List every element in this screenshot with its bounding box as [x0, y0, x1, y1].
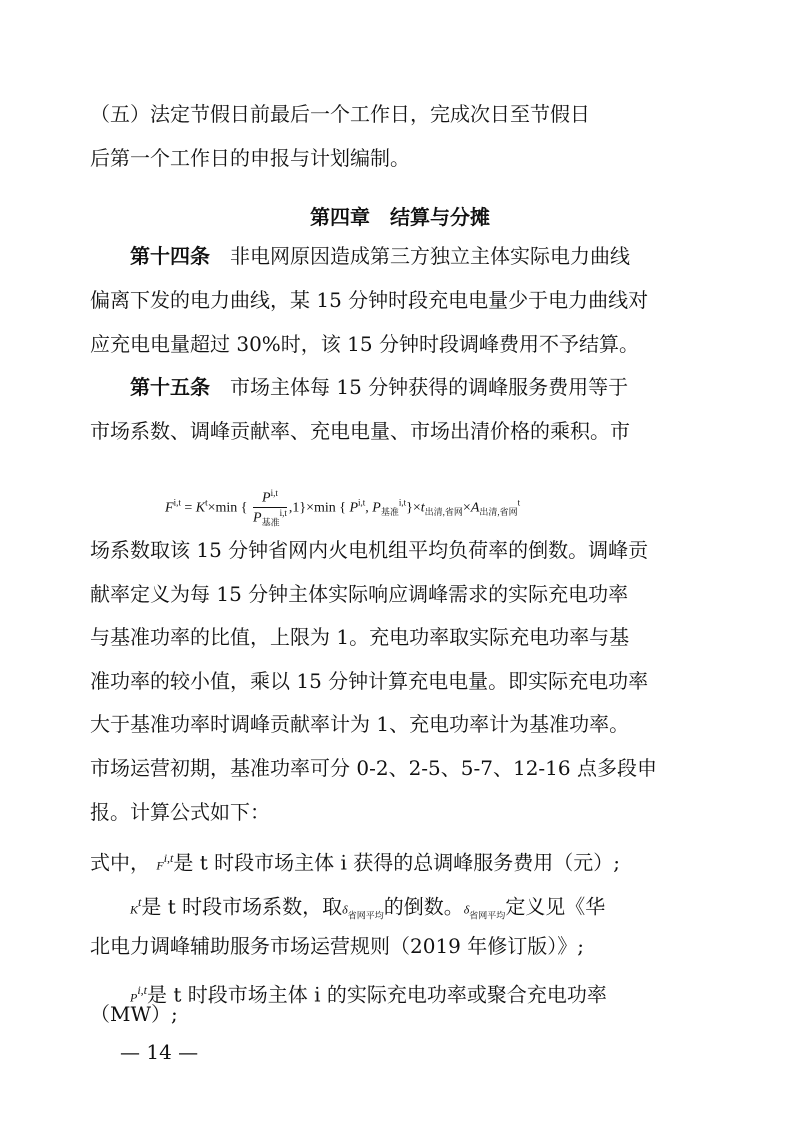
definition-P-line	[130, 978, 607, 1010]
article-14-line1	[130, 244, 630, 268]
definition-K-line	[130, 890, 605, 929]
formula-den-sub: 基准	[261, 517, 280, 528]
definition-F-symbol: F	[156, 858, 164, 873]
definition-delta-symbol-2: δ	[463, 902, 470, 917]
para-clause-5-line1: （五）法定节假日前最后一个工作日，完成次日至节假日	[90, 102, 590, 126]
article-15-label: 第十五条	[130, 375, 210, 399]
definition-F-text: 是 t 时段市场主体 i 获得的总调峰服务费用（元）;	[173, 850, 620, 875]
definition-prefix: 式中，	[90, 850, 150, 875]
formula-min1: ×min {	[207, 500, 248, 516]
formula-F: F	[165, 500, 174, 516]
article-15-line1	[130, 375, 628, 399]
article-15-line6: 准功率的较小值，乘以 15 分钟计算充电电量。即实际充电功率	[90, 669, 649, 693]
formula-K: K	[195, 500, 206, 516]
chapter-heading: 第四章 结算与分摊	[310, 205, 490, 229]
formula-K-sup: t	[205, 497, 208, 508]
settlement-formula	[165, 488, 520, 528]
formula-t-sub: 出清,省网	[424, 507, 463, 518]
formula-P3-sup: i,t	[398, 497, 407, 508]
formula-P2-sup: i,t	[358, 497, 366, 508]
formula-close: }×	[406, 500, 421, 516]
article-15-line4: 献率定义为每 15 分钟主体实际响应调峰需求的实际充电功率	[90, 582, 629, 606]
formula-num-P: P	[262, 490, 271, 506]
formula-P2: P	[349, 500, 359, 516]
definition-delta-symbol: δ	[342, 902, 348, 917]
definition-F-line	[90, 846, 620, 878]
article-15-line9: 报。计算公式如下：	[90, 800, 270, 824]
article-14-text: 非电网原因造成第三方独立主体实际电力曲线	[210, 244, 630, 268]
formula-P3: P	[372, 500, 381, 516]
formula-P3-sub: 基准	[380, 507, 399, 518]
definition-delta-sub-2: 省网平均	[469, 911, 506, 922]
article-15-line5: 与基准功率的比值，上限为 1。充电功率取实际充电功率与基	[90, 625, 630, 649]
article-15-line8: 市场运营初期，基准功率可分 0-2、2-5、5-7、12-16 点多段申	[90, 756, 657, 780]
formula-fraction	[253, 488, 287, 528]
article-14-line2: 偏离下发的电力曲线，某 15 分钟时段充电电量少于电力曲线对	[90, 288, 649, 312]
definition-K-sup: t	[138, 895, 142, 909]
article-14-line3: 应充电电量超过 30%时，该 15 分钟时段调峰费用不予结算。	[90, 332, 639, 356]
formula-den-sup: i,t	[279, 507, 287, 518]
formula-eq: =	[184, 500, 193, 516]
formula-comma: ,	[365, 500, 369, 516]
definition-K-text: 是 t 时段市场系数，取	[141, 894, 343, 919]
formula-A-sub: 出清,省网	[479, 507, 518, 518]
formula-num-sup: i,t	[270, 488, 278, 498]
formula-F-sup: i,t	[173, 497, 181, 508]
definition-P-symbol: P	[130, 990, 138, 1005]
formula-den-P: P	[253, 510, 262, 526]
definition-K-symbol: K	[130, 902, 139, 917]
formula-A-sup: t	[517, 497, 521, 508]
page-number: — 14 —	[120, 1040, 199, 1064]
definition-P-sup: i,t	[137, 983, 148, 997]
definition-K-text2: 的倒数。	[383, 894, 464, 919]
article-15-line2: 市场系数、调峰贡献率、充电电量、市场出清价格的乘积。市	[90, 419, 630, 443]
article-15-text: 市场主体每 15 分钟获得的调峰服务费用等于	[210, 375, 629, 399]
definition-P-line2: （MW）;	[90, 1002, 178, 1026]
definition-F-sup: i,t	[163, 851, 174, 865]
definition-K-text3: 定义见《华	[505, 894, 606, 919]
article-14-label: 第十四条	[130, 244, 210, 268]
para-clause-5-line2: 后第一个工作日的申报与计划编制。	[90, 146, 410, 170]
definition-K-line2: 北电力调峰辅助服务市场运营规则（2019 年修订版）》;	[90, 934, 584, 958]
formula-times: ×	[462, 500, 471, 516]
definition-P-text: 是 t 时段市场主体 i 的实际充电功率或聚合充电功率	[147, 982, 607, 1007]
article-15-line3: 场系数取该 15 分钟省网内火电机组平均负荷率的倒数。调峰贡	[90, 538, 649, 562]
formula-A: A	[470, 500, 480, 516]
formula-t: t	[420, 500, 425, 516]
formula-min2: ,1}×min {	[288, 500, 346, 516]
article-15-line7: 大于基准功率时调峰贡献率计为 1、充电功率计为基准功率。	[90, 712, 630, 736]
definition-delta-sub: 省网平均	[347, 911, 384, 922]
